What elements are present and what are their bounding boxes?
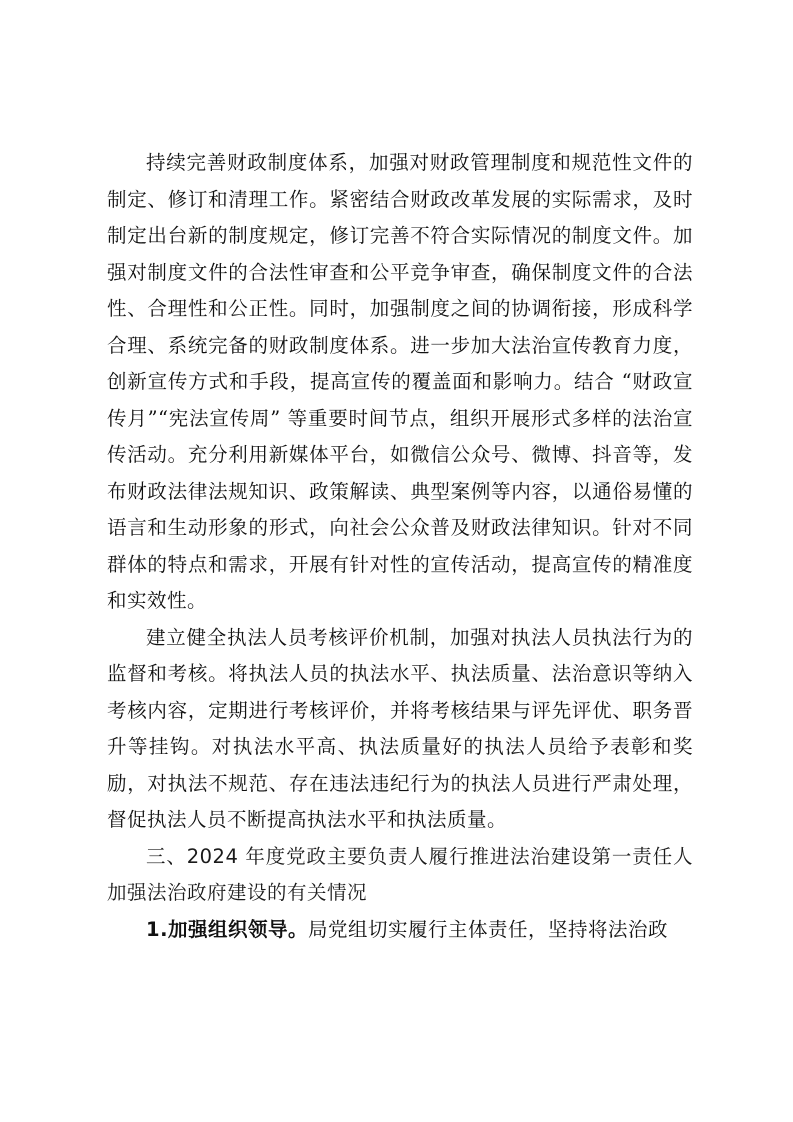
paragraph-organization-leadership bbox=[107, 912, 693, 949]
item-lead-text: 局党组切实履行主体责任，坚持将法治政 bbox=[307, 917, 668, 941]
paragraph-fiscal-system: 持续完善财政制度体系，加强对财政管理制度和规范性文件的制定、修订和清理工作。紧密结合财政改革发展的实际需求，及时制定出台新的制度规定，修订完善不符合实际情况的制度文件。加强对制度文件的合法性审查和公平竞争审查，确保制度文件的合法性、合理性和公正性。同时，加强制度之间的协调衔接，形成科学合理、系统完备的财政制度体系。进一步加大法治宣传教育力度，创新宣传方式和手段，提高宣传的覆盖面和影响力。结合 “财政宣传月”“宪法宣传周” 等重要时间节点，组织开展形式多样的法治宣传活动。充分利用新媒体平台，如微信公众号、微博、抖音等，发布财政法律法规知识、政策解读、典型案例等内容，以通俗易懂的语言和生动形象的形式，向社会公众普及财政法律知识。针对不同群体的特点和需求，开展有针对性的宣传活动，提高宣传的精准度和实效性。 bbox=[107, 151, 693, 612]
item-lead-heading: 1.加强组织领导。 bbox=[146, 917, 308, 941]
document-body bbox=[107, 145, 693, 948]
paragraph-enforcement-assessment: 建立健全执法人员考核评价机制，加强对执法人员执法行为的监督和考核。将执法人员的执法水平、执法质量、法治意识等纳入考核内容，定期进行考核评价，并将考核结果与评先评优、职务晋升等挂钩。对执法水平高、执法质量好的执法人员给予表彰和奖励，对执法不规范、存在违法违纪行为的执法人员进行严肃处理，督促执法人员不断提高执法水平和执法质量。 bbox=[107, 625, 693, 831]
section-heading: 三、2024 年度党政主要负责人履行推进法治建设第一责任人 加强法治政府建设的有关情况 bbox=[107, 844, 693, 904]
